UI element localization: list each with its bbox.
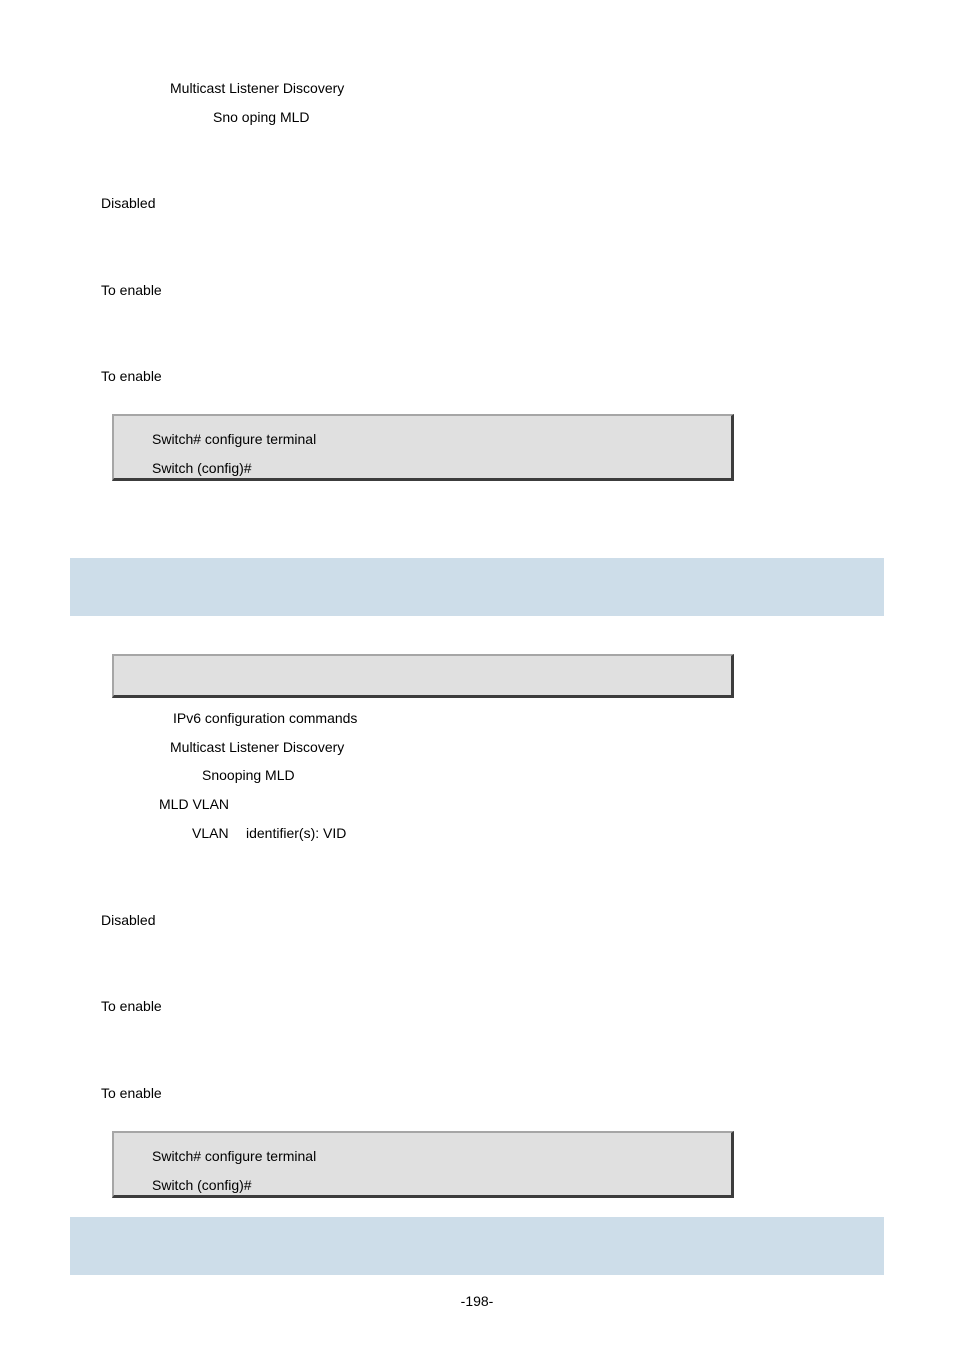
- param-line-mld: Multicast Listener Discovery: [170, 80, 345, 96]
- example-line-1: Switch# configure terminal: [152, 1148, 317, 1164]
- section-heading-band: [70, 1217, 884, 1275]
- usage-guideline-text: To enable: [101, 1085, 162, 1101]
- example-command-box: [112, 414, 734, 481]
- param-line-mld: Multicast Listener Discovery: [170, 739, 345, 755]
- default-value: Disabled: [101, 195, 156, 211]
- section-heading-band: [70, 558, 884, 616]
- command-mode-text: To enable: [101, 282, 162, 298]
- example-line-2: Switch (config)#: [152, 460, 252, 476]
- param-line-ipv6: IPv6 configuration commands: [173, 710, 358, 726]
- usage-guideline-text: To enable: [101, 368, 162, 384]
- param-line-snooping: Snooping MLD: [202, 767, 295, 783]
- param-line-mld-vlan: MLD VLAN: [159, 796, 230, 812]
- default-value: Disabled: [101, 912, 156, 928]
- command-mode-text: To enable: [101, 998, 162, 1014]
- param-line-snooping: Sno oping MLD: [213, 109, 310, 125]
- syntax-command-box: [112, 654, 734, 698]
- param-line-vlan: VLAN: [192, 825, 229, 841]
- example-line-2: Switch (config)#: [152, 1177, 252, 1193]
- example-command-box: [112, 1131, 734, 1198]
- param-line-identifier: identifier(s): VID: [246, 825, 347, 841]
- page-number: -198-: [460, 1293, 494, 1309]
- example-line-1: Switch# configure terminal: [152, 431, 317, 447]
